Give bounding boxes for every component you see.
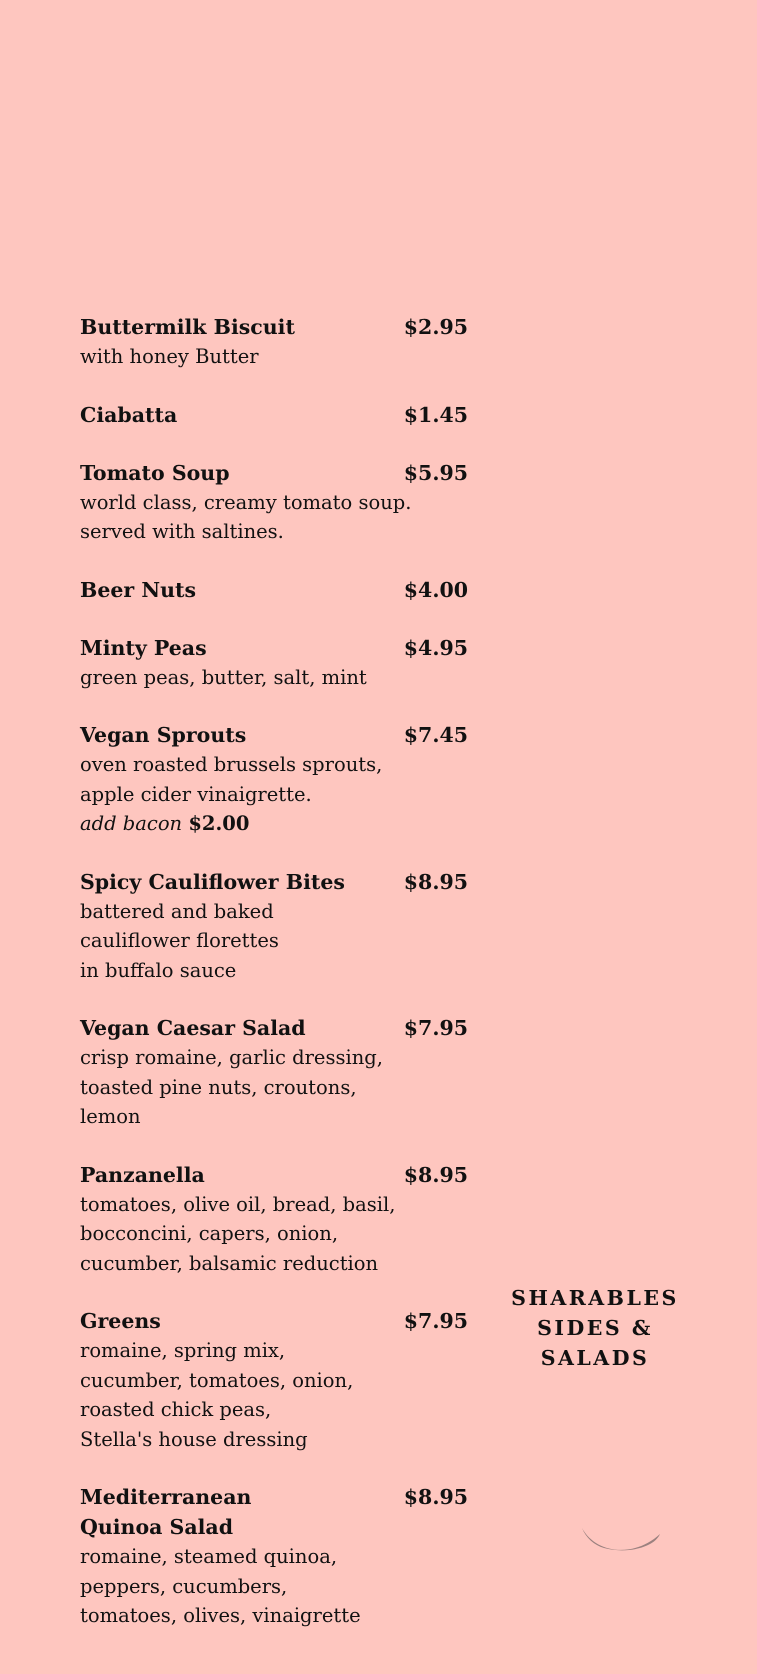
menu-item (80, 312, 468, 372)
item-description (80, 1542, 468, 1631)
item-price: $7.45 (403, 723, 468, 747)
description-line: roasted chick peas, (80, 1398, 272, 1421)
description-line: green peas, butter, salt, mint (80, 665, 367, 689)
menu-item (80, 633, 468, 693)
brush-stroke-mark-icon (576, 1518, 666, 1564)
item-price: $7.95 (403, 1016, 468, 1040)
menu-item (80, 1160, 468, 1279)
item-description (80, 1043, 468, 1132)
description-line: Stella's house dressing (80, 1427, 308, 1451)
item-description (80, 1336, 468, 1454)
description-line: lemon (80, 1105, 141, 1128)
menu-item (80, 1482, 468, 1631)
description-line: cucumber, balsamic reduction (80, 1251, 379, 1275)
description-line: peppers, cucumbers, (80, 1574, 288, 1598)
item-name: Spicy Cauliflower Bites (80, 869, 345, 894)
item-name-line: Quinoa Salad (80, 1515, 234, 1539)
description-line: bocconcini, capers, onion, (80, 1222, 339, 1245)
section-title (505, 1283, 685, 1373)
addon-label: add bacon (80, 812, 183, 835)
section-title-line: SHARABLES (511, 1286, 679, 1310)
description-line: romaine, steamed quinoa, (80, 1545, 338, 1568)
description-line: cauliflower florettes (80, 929, 279, 952)
item-name: Panzanella (80, 1162, 205, 1187)
description-line: tomatoes, olives, vinaigrette (80, 1604, 361, 1627)
section-title-line: SALADS (540, 1346, 650, 1370)
item-price: $8.95 (403, 1485, 468, 1509)
menu-item (80, 458, 468, 547)
description-line: world class, creamy tomato soup. (80, 490, 412, 514)
item-name: Greens (80, 1309, 161, 1333)
menu-item (80, 1013, 468, 1132)
addon-line (80, 809, 468, 839)
description-line: with honey Butter (80, 345, 259, 368)
description-line: tomatoes, olive oil, bread, basil, (80, 1192, 396, 1216)
menu-item (80, 720, 468, 839)
item-name: Minty Peas (80, 635, 207, 660)
item-name: Vegan Sprouts (80, 723, 247, 747)
item-description (80, 663, 468, 693)
menu-item (80, 1306, 468, 1454)
description-line: apple cider vinaigrette. (80, 782, 312, 806)
item-price: $8.95 (403, 1162, 468, 1187)
description-line: romaine, spring mix, (80, 1339, 286, 1362)
item-price: $2.95 (403, 315, 468, 339)
description-line: cucumber, tomatoes, onion, (80, 1368, 354, 1392)
menu-item (80, 400, 468, 430)
menu-list (80, 312, 468, 1659)
item-description (80, 1190, 468, 1279)
item-price: $1.45 (403, 402, 468, 427)
addon-price: $2.00 (188, 812, 250, 835)
description-line: oven roasted brussels sprouts, (80, 753, 383, 776)
item-description (80, 750, 468, 839)
item-name: Beer Nuts (80, 577, 197, 602)
item-description (80, 488, 468, 547)
item-name: Tomato Soup (80, 460, 230, 485)
description-line: served with saltines. (80, 520, 284, 543)
menu-item (80, 575, 468, 605)
item-name: Buttermilk Biscuit (80, 315, 295, 339)
item-name: Vegan Caesar Salad (80, 1016, 306, 1040)
section-title-line: SIDES & (537, 1316, 653, 1340)
item-name-line: Mediterranean (80, 1485, 252, 1509)
item-price: $8.95 (403, 869, 468, 894)
item-description (80, 342, 468, 372)
item-description (80, 897, 468, 986)
description-line: in buffalo sauce (80, 958, 237, 982)
description-line: battered and baked (80, 899, 274, 923)
menu-item (80, 867, 468, 986)
item-price: $5.95 (403, 460, 468, 485)
item-price: $7.95 (403, 1309, 468, 1333)
item-name: Ciabatta (80, 402, 178, 427)
description-line: crisp romaine, garlic dressing, (80, 1046, 383, 1069)
description-line: toasted pine nuts, croutons, (80, 1075, 357, 1099)
item-price: $4.00 (403, 577, 468, 602)
item-price: $4.95 (403, 635, 468, 660)
